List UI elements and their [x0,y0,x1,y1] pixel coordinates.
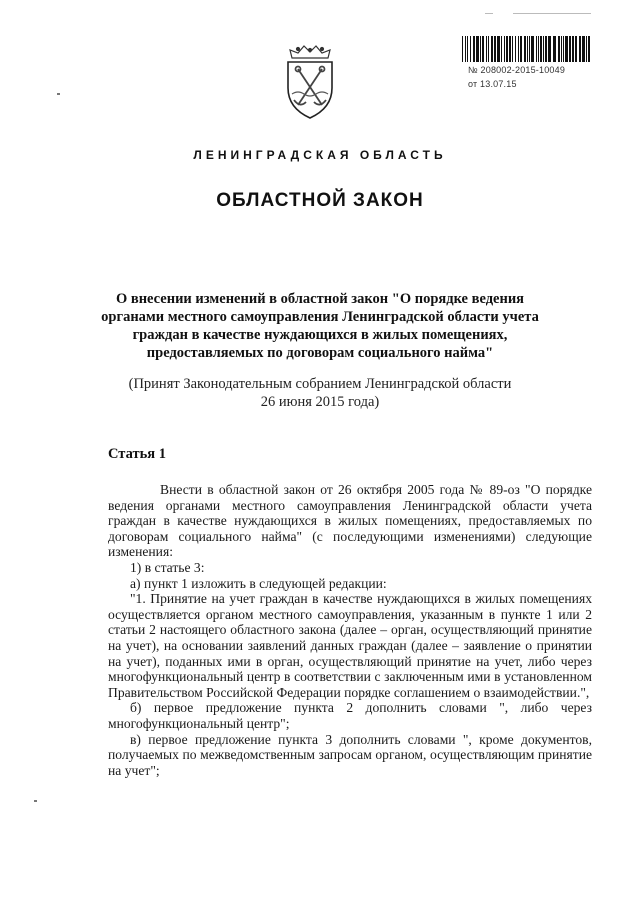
barcode-bar [524,36,526,62]
barcode-bar [569,36,571,62]
barcode-bar [494,36,496,62]
barcode-bar [540,36,542,62]
barcode-bar [548,36,551,62]
barcode-bar [529,36,530,62]
article-paragraph: 1) в статье 3: [130,559,205,575]
barcode-bar [520,36,522,62]
barcode-bar [543,36,544,62]
adoption-note-line2: 26 июня 2015 года) [260,394,380,410]
registration-barcode [462,36,590,62]
barcode-bar [558,36,560,62]
article-paragraph: в) первое предложение пункта 3 дополнить словами ", кроме документов, получаемых по межведомственным запросам органом, осуществляющим принятие на учет"; [108,731,592,778]
barcode-bar [575,36,577,62]
waves-icon [292,92,328,96]
registration-number: № 208002-2015-10049 [468,65,566,75]
article-paragraph: Внести в областной закон от 26 октября 2005 года № 89-оз "О порядке ведения органами местного самоуправления Ленинградской области учета граждан в качестве нуждающихся в жилых помещениях, предоставляемых по договорам социального найма" (с последующими изменениями) следующие изменения: [108,482,592,560]
registration-date: от 13.07.15 [468,79,517,89]
region-heading: ЛЕНИНГРАДСКАЯ ОБЛАСТЬ [193,148,447,162]
barcode-bar [572,36,574,62]
shield-icon [288,62,332,118]
barcode-bar [476,36,479,62]
article-paragraph: а) пункт 1 изложить в следующей редакции: [130,575,387,591]
barcode-bar [563,36,564,62]
crown-icon [290,46,330,58]
margin-mark [57,93,60,95]
barcode-bar [518,36,519,62]
barcode-bar [515,36,516,62]
barcode-bar [512,36,513,62]
top-scan-line [513,13,591,14]
article-paragraph: б) первое предложение пункта 2 дополнить словами ", либо через многофункциональный центр"; [108,700,592,731]
barcode-bar [480,36,481,62]
barcode-bar [482,36,484,62]
barcode-bar [527,36,528,62]
article-body [108,482,592,778]
barcode-bar [491,36,493,62]
barcode-bar [462,36,463,62]
adoption-note [90,375,550,411]
barcode-bar [565,36,568,62]
barcode-bar [553,36,556,62]
barcode-bar [497,36,500,62]
margin-mark [34,800,37,802]
barcode-bar [588,36,590,62]
barcode-bar [488,36,489,62]
top-scan-mark [485,13,493,14]
document-type-heading: ОБЛАСТНОЙ ЗАКОН [216,190,424,211]
barcode-bar [561,36,562,62]
barcode-bar [536,36,537,62]
crossed-anchors-icon [294,67,326,106]
barcode-bar [467,36,468,62]
barcode-bar [506,36,508,62]
coat-of-arms-emblem [278,42,342,120]
barcode-bar [509,36,511,62]
barcode-bar [465,36,466,62]
adoption-note-line1: (Принят Законодательным собранием Ленинградской области [128,376,512,392]
barcode-bar [504,36,505,62]
barcode-bar [470,36,471,62]
barcode-bar [473,36,475,62]
barcode-bar [486,36,487,62]
article-paragraph: "1. Принятие на учет граждан в качестве нуждающихся в жилых помещениях осуществляется органом местного самоуправления, указанным в пункте 1 или 2 статьи 2 настоящего областного закона (далее – орган, осуществляющий принятие на учет), на основании заявлений данных граждан (далее – заявление о принятии на учет), поданных ими в орган, осуществляющий принятие на учет, либо через многофункциональный центр в соответствии с заключенным ими в установленном Правительством Российской Федерации порядке соглашением о взаимодействии.", [108,591,592,700]
law-title: О внесении изменений в областной закон "О порядке ведения органами местного самоуправления Ленинградской области учета граждан в качестве нуждающихся в жилых помещениях, предоставляемых по договорам социального найма" [101,291,539,361]
barcode-bar [531,36,534,62]
barcode-bar [579,36,581,62]
barcode-bar [545,36,547,62]
barcode-bar [586,36,587,62]
article-heading: Статья 1 [108,446,166,462]
barcode-bar [582,36,585,62]
barcode-bar [538,36,539,62]
barcode-bar [501,36,502,62]
